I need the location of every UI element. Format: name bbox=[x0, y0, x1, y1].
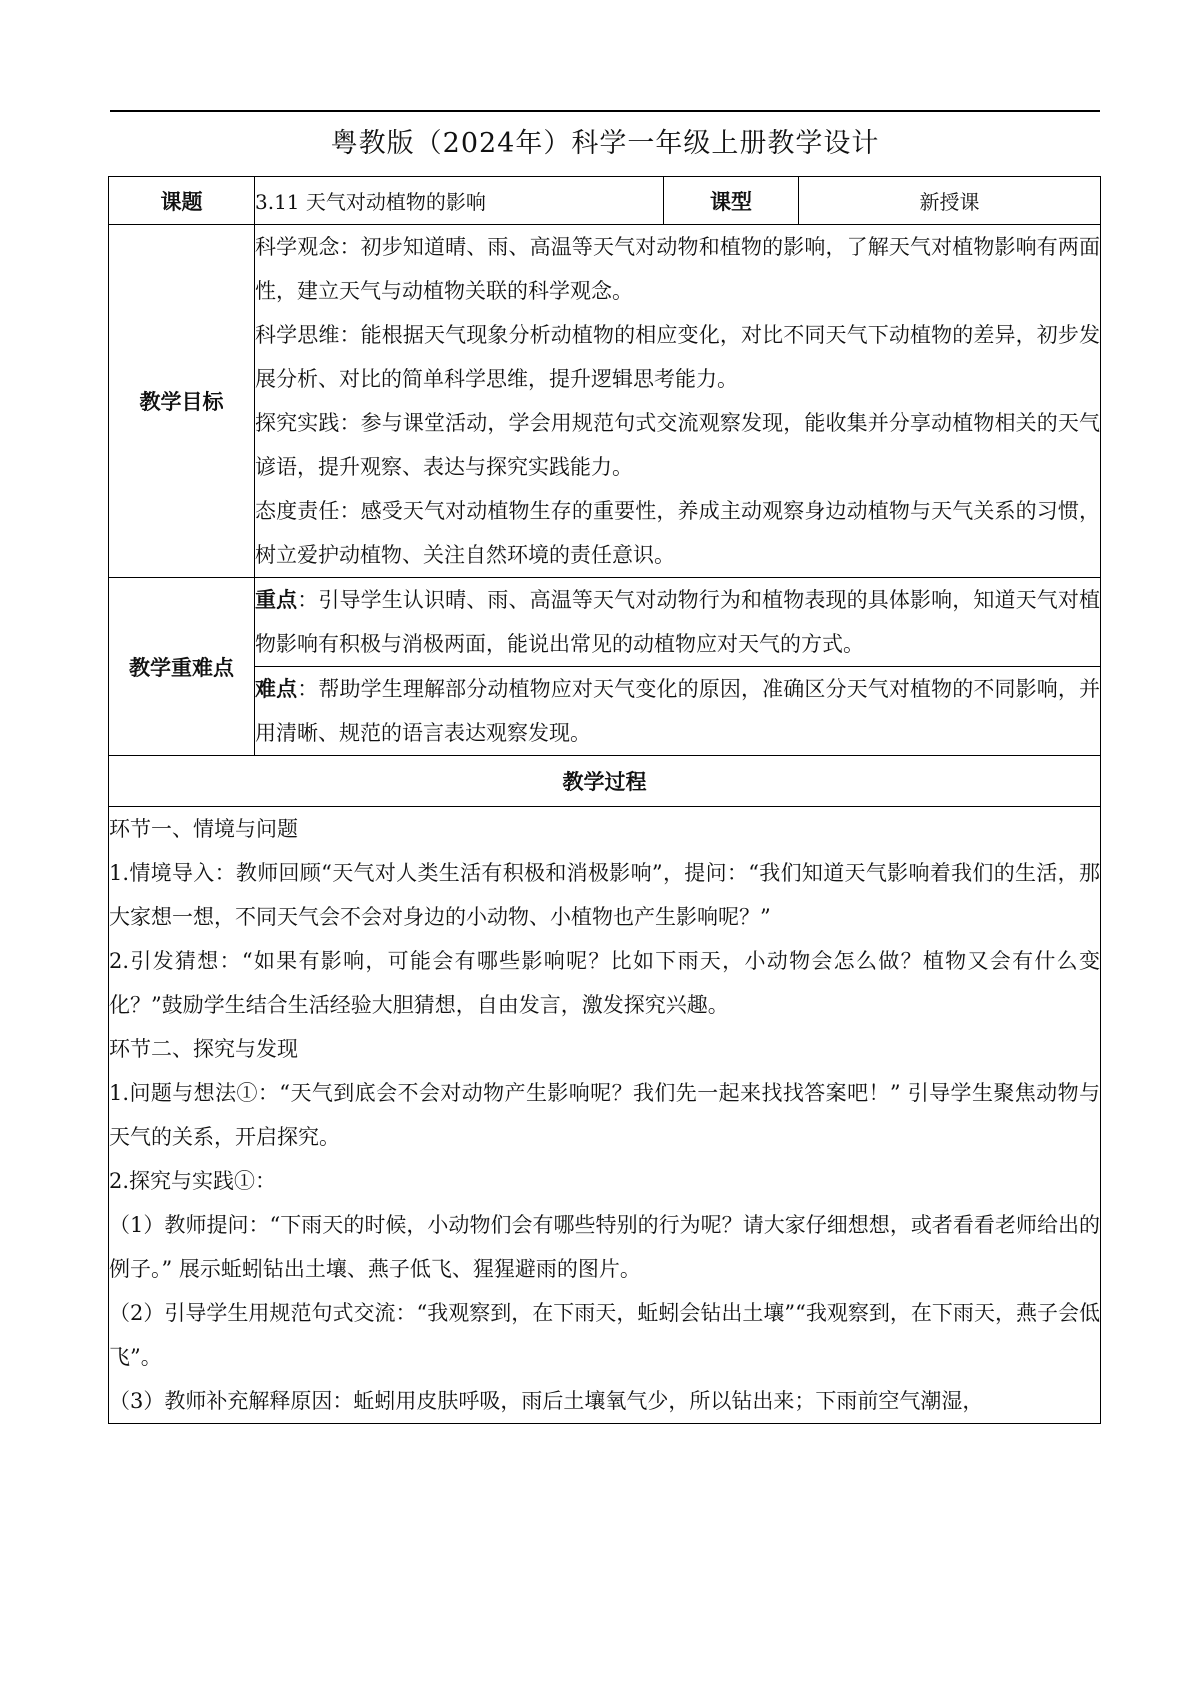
difficulty-paragraph bbox=[255, 667, 1100, 755]
difficulty-label: 难点 bbox=[255, 677, 298, 701]
focus-cell bbox=[255, 578, 1101, 667]
objective-item: 态度责任：感受天气对动植物生存的重要性，养成主动观察身边动植物与天气关系的习惯，树立爱护动植物、关注自然环境的责任意识。 bbox=[255, 499, 1100, 567]
key-points-label: 教学重难点 bbox=[109, 578, 255, 756]
key-points-row-focus bbox=[109, 578, 1101, 667]
process-paragraph: （2）引导学生用规范句式交流：“我观察到，在下雨天，蚯蚓会钻出土壤”“我观察到，在下雨天，燕子会低飞”。 bbox=[109, 1301, 1100, 1369]
section-heading: 环节二、探究与发现 bbox=[109, 1037, 298, 1061]
type-label: 课型 bbox=[664, 177, 799, 225]
process-paragraph: 1.问题与想法①：“天气到底会不会对动物产生影响呢？我们先一起来找找答案吧！” 引导学生聚焦动物与天气的关系，开启探究。 bbox=[109, 1081, 1100, 1149]
process-header-row bbox=[109, 756, 1101, 807]
objectives-label: 教学目标 bbox=[109, 225, 255, 578]
lesson-info-row bbox=[109, 177, 1101, 225]
process-paragraph: （1）教师提问：“下雨天的时候，小动物们会有哪些特别的行为呢？请大家仔细想想，或者看看老师给出的例子。” 展示蚯蚓钻出土壤、燕子低飞、猩猩避雨的图片。 bbox=[109, 1213, 1100, 1281]
process-content bbox=[109, 807, 1101, 1424]
process-header: 教学过程 bbox=[109, 756, 1101, 807]
key-points-row-difficulty bbox=[109, 667, 1101, 756]
lesson-plan-table bbox=[108, 176, 1101, 1424]
section-heading: 环节一、情境与问题 bbox=[109, 817, 298, 841]
focus-paragraph bbox=[255, 578, 1100, 666]
process-paragraph: 2.引发猜想：“如果有影响，可能会有哪些影响呢？比如下雨天，小动物会怎么做？植物又会有什么变化？”鼓励学生结合生活经验大胆猜想，自由发言，激发探究兴趣。 bbox=[109, 949, 1100, 1017]
objectives-row bbox=[109, 225, 1101, 578]
difficulty-text: ：帮助学生理解部分动植物应对天气变化的原因，准确区分天气对植物的不同影响，并用清晰、规范的语言表达观察发现。 bbox=[255, 677, 1101, 745]
header-rule bbox=[110, 110, 1100, 112]
type-value: 新授课 bbox=[799, 177, 1101, 225]
document-title: 粤教版（2024年）科学一年级上册教学设计 bbox=[330, 128, 880, 159]
process-paragraph: （3）教师补充解释原因：蚯蚓用皮肤呼吸，雨后土壤氧气少，所以钻出来；下雨前空气潮湿， bbox=[109, 1389, 984, 1413]
objectives-content bbox=[255, 225, 1101, 578]
focus-label: 重点 bbox=[255, 588, 298, 612]
difficulty-cell bbox=[255, 667, 1101, 756]
process-content-row bbox=[109, 807, 1101, 1424]
focus-text: ：引导学生认识晴、雨、高温等天气对动物行为和植物表现的具体影响，知道天气对植物影响有积极与消极两面，能说出常见的动植物应对天气的方式。 bbox=[255, 588, 1101, 656]
objective-item: 科学观念：初步知道晴、雨、高温等天气对动物和植物的影响，了解天气对植物影响有两面性，建立天气与动植物关联的科学观念。 bbox=[255, 235, 1100, 303]
objective-item: 科学思维：能根据天气现象分析动植物的相应变化，对比不同天气下动植物的差异，初步发展分析、对比的简单科学思维，提升逻辑思考能力。 bbox=[255, 323, 1100, 391]
topic-value: 3.11 天气对动植物的影响 bbox=[255, 177, 664, 225]
objective-item: 探究实践：参与课堂活动，学会用规范句式交流观察发现，能收集并分享动植物相关的天气谚语，提升观察、表达与探究实践能力。 bbox=[255, 411, 1100, 479]
topic-label: 课题 bbox=[109, 177, 255, 225]
process-paragraph: 2.探究与实践①： bbox=[109, 1169, 277, 1193]
process-paragraph: 1.情境导入：教师回顾“天气对人类生活有积极和消极影响”，提问：“我们知道天气影响着我们的生活，那大家想一想，不同天气会不会对身边的小动物、小植物也产生影响呢？” bbox=[109, 861, 1100, 929]
